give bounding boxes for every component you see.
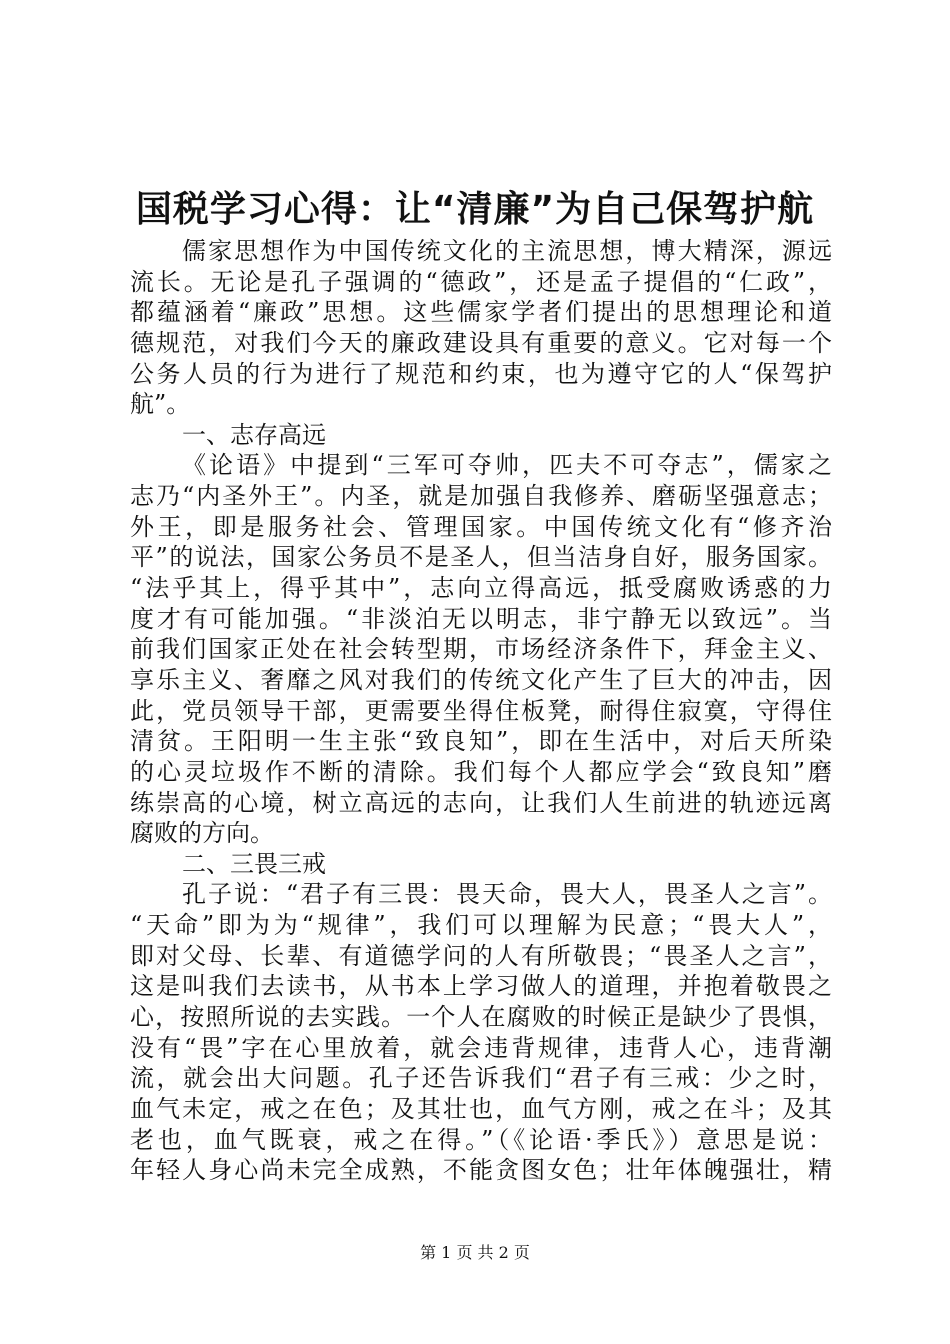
text-line: 即对父母、长辈、有道德学问的人有所敬畏；“畏圣人之言”， [130, 941, 832, 970]
text-line: 没有“畏”字在心里放着，就会违背规律，违背人心，违背潮 [130, 1033, 832, 1062]
text-line: 公务人员的行为进行了规范和约束，也为遵守它的人“保驾护 [130, 359, 832, 388]
text-line: 清贫。王阳明一生主张“致良知”，即在生活中，对后天所染 [130, 727, 832, 756]
page-footer: 第 1 页 共 2 页 [420, 1243, 530, 1262]
text-line: 的心灵垃圾作不断的清除。我们每个人都应学会“致良知”磨 [130, 757, 832, 786]
text-line: 老也，血气既衰，戒之在得。”（《论语·季氏》）意思是说： [130, 1125, 832, 1154]
document-body [130, 236, 832, 1186]
text-line: “天命”即为为“规律”，我们可以理解为民意；“畏大人”， [130, 911, 832, 940]
text-line: 平”的说法，国家公务员不是圣人，但当洁身自好，服务国家。 [130, 543, 832, 572]
text-line: 流，就会出大问题。孔子还告诉我们“君子有三戒：少之时， [130, 1064, 832, 1093]
text-line: 一、志存高远 [182, 420, 326, 449]
text-line: 儒家思想作为中国传统文化的主流思想，博大精深，源远 [182, 237, 832, 265]
text-line: 练崇高的心境，树立高远的志向，让我们人生前进的轨迹远离 [130, 788, 832, 817]
text-line: 志乃“内圣外王”。内圣，就是加强自我修养、磨砺坚强意志； [130, 482, 832, 511]
text-line: 年轻人身心尚未完全成熟，不能贪图女色；壮年体魄强壮，精 [130, 1156, 832, 1185]
text-line: 前我们国家正处在社会转型期，市场经济条件下，拜金主义、 [130, 635, 832, 664]
text-line: 外王，即是服务社会、管理国家。中国传统文化有“修齐治 [130, 512, 832, 541]
text-line: 流长。无论是孔子强调的“德政”，还是孟子提倡的“仁政”， [130, 267, 832, 296]
text-line: 德规范，对我们今天的廉政建设具有重要的意义。它对每一个 [130, 328, 832, 357]
text-line: 享乐主义、奢靡之风对我们的传统文化产生了巨大的冲击，因 [130, 665, 832, 694]
text-line: 《论语》中提到“三军可夺帅，匹夫不可夺志”，儒家之 [182, 451, 832, 480]
text-line: 这是叫我们去读书，从书本上学习做人的道理，并抱着敬畏之 [130, 972, 832, 1001]
text-line: 二、三畏三戒 [182, 849, 326, 878]
text-line: 血气未定，戒之在色；及其壮也，血气方刚，戒之在斗；及其 [130, 1094, 832, 1123]
text-line: “法乎其上，得乎其中”，志向立得高远，抵受腐败诱惑的力 [130, 574, 832, 603]
text-line: 腐败的方向。 [130, 819, 274, 848]
text-line: 心，按照所说的去实践。一个人在腐败的时候正是缺少了畏惧， [130, 1003, 832, 1032]
document-title: 国税学习心得：让“清廉”为自己保驾护航 [135, 189, 815, 230]
text-line: 此，党员领导干部，更需要坐得住板凳，耐得住寂寞，守得住 [130, 696, 832, 725]
text-line: 孔子说：“君子有三畏：畏天命，畏大人，畏圣人之言”。 [182, 880, 832, 909]
text-line: 度才有可能加强。“非淡泊无以明志，非宁静无以致远”。当 [130, 604, 832, 633]
text-line: 都蕴涵着“廉政”思想。这些儒家学者们提出的思想理论和道 [130, 298, 832, 327]
text-line: 航”。 [130, 390, 191, 419]
